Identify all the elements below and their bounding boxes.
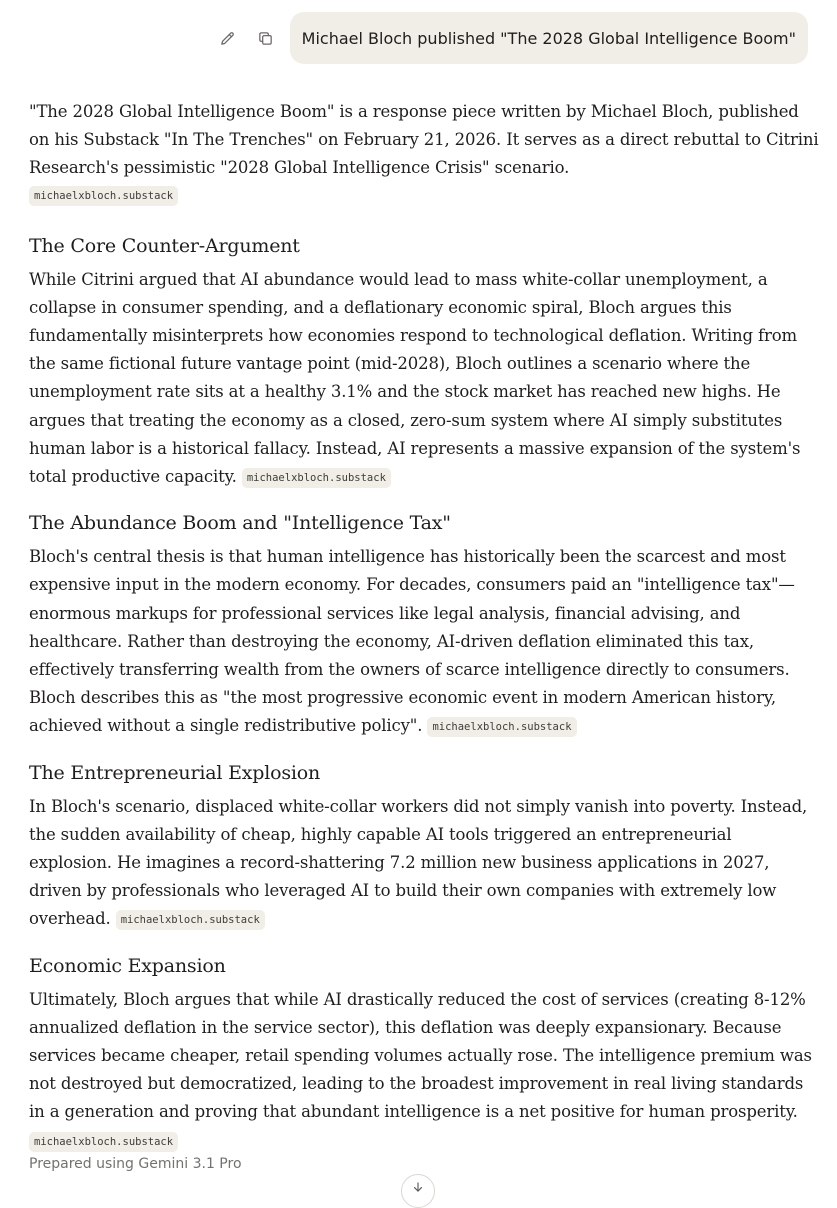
section-body bbox=[29, 266, 819, 492]
section-text: While Citrini argued that AI abundance would lead to mass white-collar unemployment, a collapse in consumer spending, and a deflationary economic spiral, Bloch argues this fundamentally misinterprets how economies respond to technological deflation. Writing from the same fictional future vantage point (mid-2028), Bloch outlines a scenario where the unemployment rate sits at a healthy 3.1% and the stock market has reached new highs. He argues that treating the economy as a closed, zero-sum system where AI simply substitutes human labor is a historical fallacy. Instead, AI represents a massive expansion of the system's total productive capacity. bbox=[29, 269, 801, 487]
citation-chip[interactable]: michaelxbloch.substack bbox=[242, 468, 391, 488]
section-text: Bloch's central thesis is that human intelligence has historically been the scarcest and most expensive input in the modern economy. For decades, consumers paid an "intelligence tax"—enormous markups for professional services like legal analysis, financial advising, and healthcare. Rather than destroying the economy, AI-driven deflation eliminated this tax, effectively transferring wealth from the owners of scarce intelligence directly to consumers. Bloch describes this as "the most progressive economic event in modern American history, achieved without a single redistributive policy". bbox=[29, 547, 795, 736]
copy-message-button[interactable] bbox=[252, 24, 280, 52]
section-text: In Bloch's scenario, displaced white-collar workers did not simply vanish into poverty. Instead, the sudden availability of cheap, highly capable AI tools triggered an entrepreneurial explosion. He imagines a record-shattering 7.2 million new business applications in 2027, driven by professionals who leveraged AI to build their own companies with extremely low overhead. bbox=[29, 796, 808, 929]
section-body bbox=[29, 543, 819, 740]
copy-icon bbox=[257, 30, 274, 47]
section-body bbox=[29, 986, 819, 1155]
section-title: The Abundance Boom and "Intelligence Tax" bbox=[29, 512, 451, 535]
section-body bbox=[29, 793, 819, 934]
intro-text: "The 2028 Global Intelligence Boom" is a response piece written by Michael Bloch, published on his Substack "In The Trenches" on February 21, 2026. It serves as a direct rebuttal to Citrini Research's pessimistic "2028 Global Intelligence Crisis" scenario. bbox=[29, 102, 819, 178]
scroll-to-bottom-button[interactable] bbox=[401, 1174, 435, 1208]
arrow-down-icon bbox=[411, 1180, 425, 1194]
citation-chip[interactable]: michaelxbloch.substack bbox=[427, 717, 576, 737]
intro-paragraph bbox=[29, 98, 819, 183]
assistant-response bbox=[29, 98, 819, 1155]
section-title: Economic Expansion bbox=[29, 954, 226, 977]
pencil-icon bbox=[219, 30, 236, 47]
edit-message-button[interactable] bbox=[214, 24, 242, 52]
model-footer-note: Prepared using Gemini 3.1 Pro bbox=[29, 1156, 242, 1172]
section-text: Ultimately, Bloch argues that while AI drastically reduced the cost of services (creating 8-12% annualized deflation in the service sector), this deflation was deeply expansionary. Because services became cheaper, retail spending volumes actually rose. The intelligence premium was not destroyed but democratized, leading to the broadest improvement in real living standards in a generation and proving that abundant intelligence is a net positive for human prosperity. bbox=[29, 989, 812, 1122]
user-message-bubble: Michael Bloch published "The 2028 Global Intelligence Boom" bbox=[290, 12, 808, 64]
section-title: The Entrepreneurial Explosion bbox=[29, 761, 321, 784]
citation-chip[interactable]: michaelxbloch.substack bbox=[29, 186, 178, 206]
section-title: The Core Counter-Argument bbox=[29, 234, 300, 257]
citation-chip[interactable]: michaelxbloch.substack bbox=[29, 1132, 178, 1152]
citation-chip[interactable]: michaelxbloch.substack bbox=[116, 910, 265, 930]
user-message-row bbox=[214, 12, 808, 64]
